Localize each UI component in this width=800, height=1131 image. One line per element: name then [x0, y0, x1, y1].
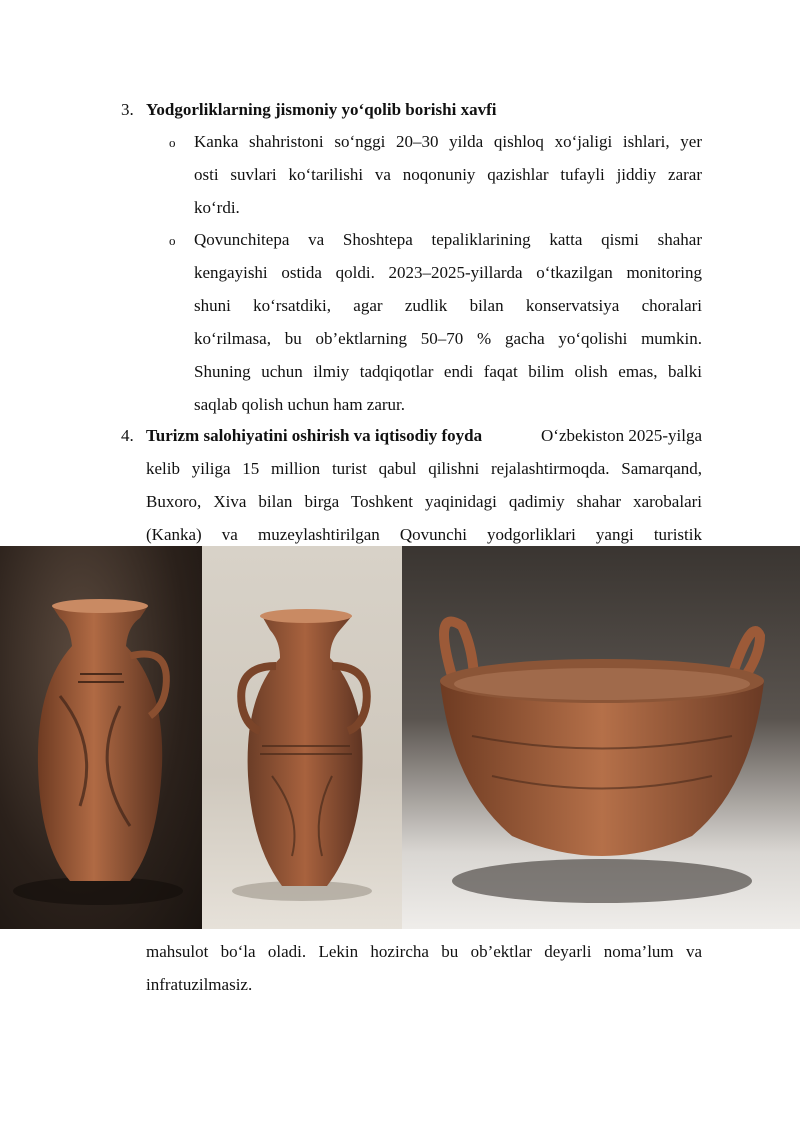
bowl-photo	[402, 546, 800, 929]
section-4-line: Buxoro, Xiva bilan birga Toshkent yaqinidagi qadimiy shahar xarobalari	[146, 492, 702, 511]
bullet-marker: o	[169, 233, 176, 248]
bullet-2-line: Shuning uchun ilmiy tadqiqotlar endi faqat bilim olish emas, balki	[194, 362, 702, 381]
bullet-1-line: osti suvlari ko‘tarilishi va noqonuniy qazishlar tufayli jiddiy zarar	[194, 165, 702, 184]
bullet-1-line: Kanka shahristoni so‘nggi 20–30 yilda qishloq xo‘jaligi ishlari, yer	[194, 132, 702, 151]
section-4-heading: Turizm salohiyatini oshirish va iqtisodiy foyda	[146, 426, 483, 445]
bullet-2-line: kengayishi ostida qoldi. 2023–2025-yillarda o‘tkazilgan monitoring	[194, 263, 702, 282]
bullet-2-line: shuni ko‘rsatdiki, agar zudlik bilan konservatsiya choralari	[194, 296, 702, 315]
bullet-marker: o	[169, 135, 176, 150]
section-4-text	[146, 419, 702, 551]
section-4-line: mahsulot bo‘la oladi. Lekin hozircha bu ob’ektlar deyarli noma’lum va	[146, 942, 702, 961]
bullet-1-text	[194, 125, 702, 224]
bullet-1-line: ko‘rdi.	[194, 198, 240, 217]
amphora-illustration	[0, 546, 202, 929]
amphora-photo-2	[202, 546, 402, 929]
pottery-photo-strip	[0, 546, 800, 929]
amphora-illustration	[202, 546, 402, 929]
list-number-4: 4.	[121, 426, 134, 445]
section-3-heading: Yodgorliklarning jismoniy yo‘qolib borishi xavfi	[146, 100, 497, 119]
section-4-line: infratuzilmasiz.	[146, 975, 253, 994]
section-4-continuation	[146, 935, 702, 1001]
bullet-2-text	[194, 223, 702, 421]
section-4-first-line-rest: O‘zbekiston 2025-yilga	[541, 426, 702, 445]
bowl-illustration	[402, 546, 800, 929]
list-number-3: 3.	[121, 100, 134, 119]
section-4-line: kelib yiliga 15 million turist qabul qilishni rejalashtirmoqda. Samarqand,	[146, 459, 702, 478]
amphora-photo-1	[0, 546, 202, 929]
bullet-2-line: ko‘rilmasa, bu ob’ektlarning 50–70 % gacha yo‘qolishi mumkin.	[194, 329, 702, 348]
bullet-2-line: Qovunchitepa va Shoshtepa tepaliklarining katta qismi shahar	[194, 230, 702, 249]
section-4-line: (Kanka) va muzeylashtirilgan Qovunchi yodgorliklari yangi turistik	[146, 525, 702, 544]
section-4-first-line	[146, 419, 702, 452]
bullet-2-line: saqlab qolish uchun ham zarur.	[194, 395, 406, 414]
